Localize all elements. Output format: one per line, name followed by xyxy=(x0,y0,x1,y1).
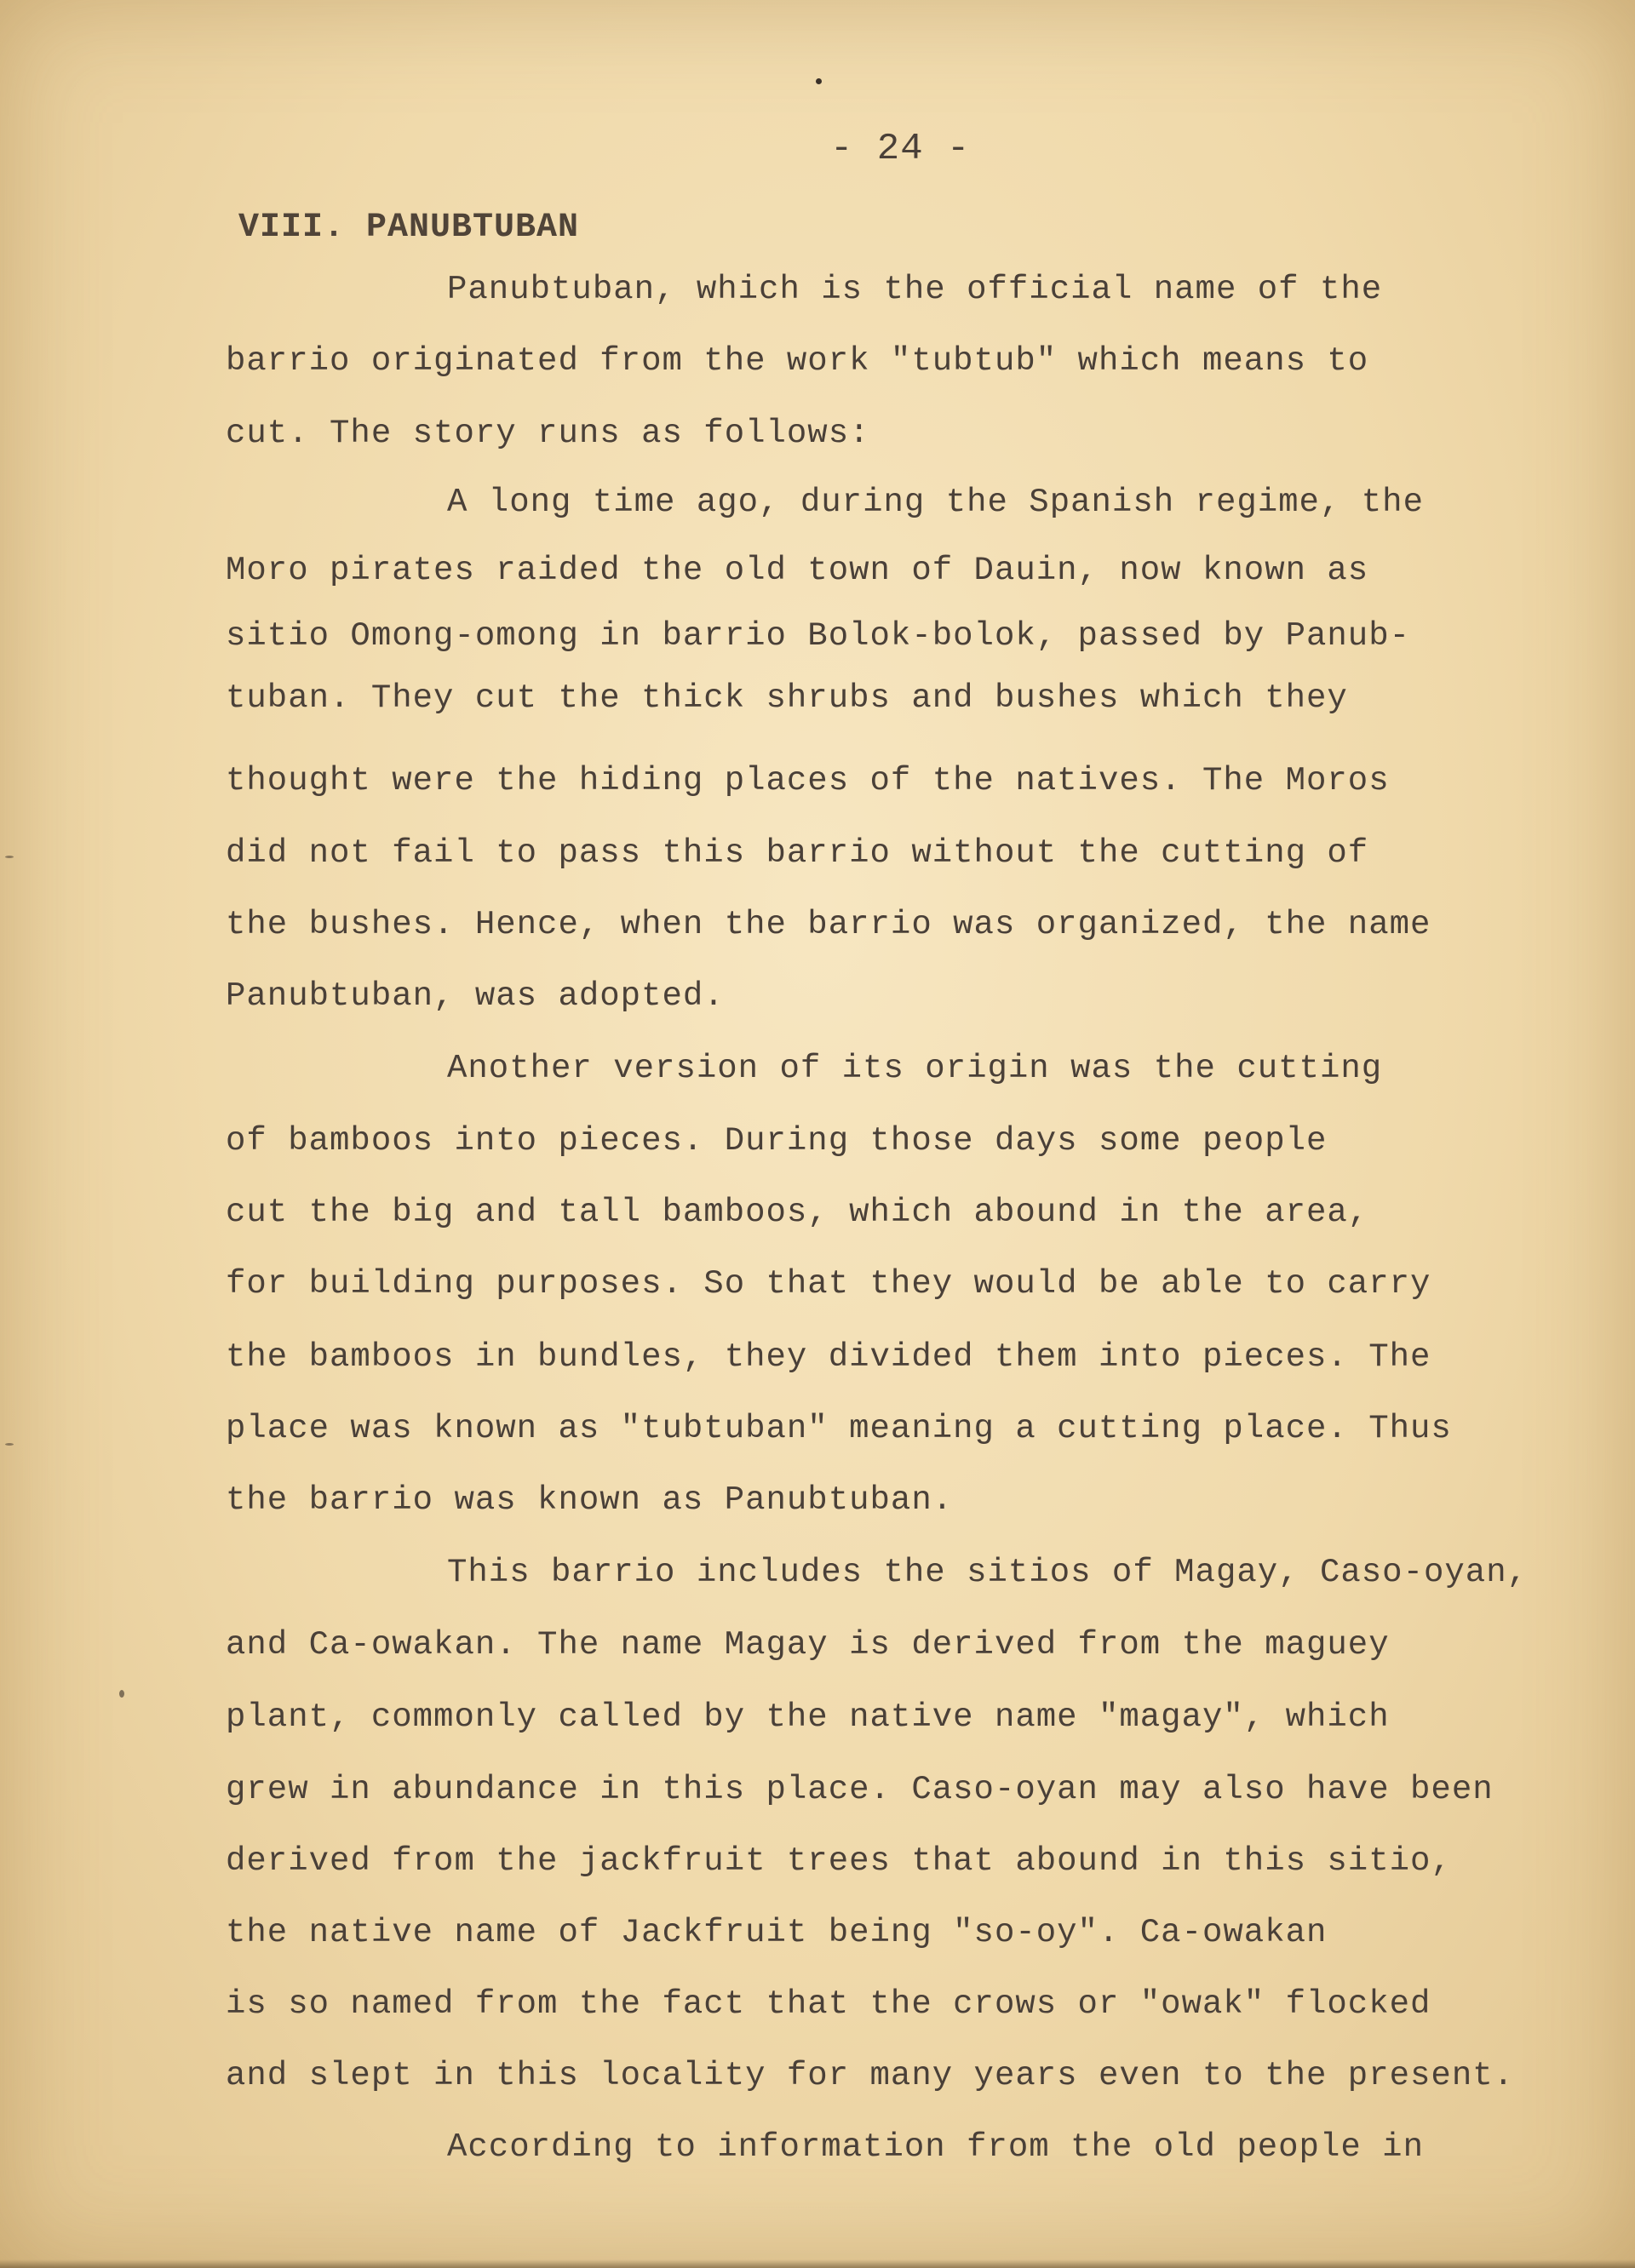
paper-speck xyxy=(5,856,14,858)
text-line: and Ca-owakan. The name Magay is derived from the maguey xyxy=(226,1626,1390,1664)
text-line: barrio originated from the work "tubtub" which means to xyxy=(226,342,1369,380)
text-line: the native name of Jackfruit being "so-oy". Ca-owakan xyxy=(226,1914,1328,1951)
text-line: cut the big and tall bamboos, which abound in the area, xyxy=(226,1194,1369,1231)
text-line: A long time ago, during the Spanish regime, the xyxy=(447,484,1424,521)
page-number: - 24 - xyxy=(830,128,971,170)
paper-speck xyxy=(5,1443,14,1446)
text-line: of bamboos into pieces. During those days some people xyxy=(226,1122,1328,1160)
paper-speck xyxy=(119,1690,124,1698)
text-line: Panubtuban, was adopted. xyxy=(226,977,725,1015)
text-line: the bushes. Hence, when the barrio was organized, the name xyxy=(226,906,1431,943)
text-line: place was known as "tubtuban" meaning a cutting place. Thus xyxy=(226,1410,1452,1447)
text-line: This barrio includes the sitios of Magay, Caso-oyan, xyxy=(447,1554,1528,1591)
text-line: grew in abundance in this place. Caso-oyan may also have been xyxy=(226,1771,1494,1808)
text-line: Panubtuban, which is the official name of the xyxy=(447,271,1383,308)
paper-speck xyxy=(816,78,822,84)
text-line: tuban. They cut the thick shrubs and bushes which they xyxy=(226,679,1348,717)
text-line: the barrio was known as Panubtuban. xyxy=(226,1481,954,1519)
text-line: is so named from the fact that the crows or "owak" flocked xyxy=(226,1985,1431,2023)
text-line: the bamboos in bundles, they divided them into pieces. The xyxy=(226,1338,1431,1376)
text-line: Another version of its origin was the cutting xyxy=(447,1050,1383,1087)
text-line: derived from the jackfruit trees that abound in this sitio, xyxy=(226,1842,1452,1880)
page-bottom-edge xyxy=(0,2259,1635,2268)
text-line: for building purposes. So that they would be able to carry xyxy=(226,1265,1431,1303)
text-line: plant, commonly called by the native name "magay", which xyxy=(226,1698,1390,1736)
text-line: cut. The story runs as follows: xyxy=(226,415,870,452)
text-line: thought were the hiding places of the natives. The Moros xyxy=(226,762,1390,799)
text-line: According to information from the old people in xyxy=(447,2128,1424,2166)
text-line: and slept in this locality for many years even to the present. xyxy=(226,2057,1515,2094)
section-heading: VIII. PANUBTUBAN xyxy=(238,209,580,247)
text-line: did not fail to pass this barrio without the cutting of xyxy=(226,834,1369,872)
text-line: Moro pirates raided the old town of Dauin, now known as xyxy=(226,552,1369,589)
text-line: sitio Omong-omong in barrio Bolok-bolok, passed by Panub- xyxy=(226,617,1411,655)
